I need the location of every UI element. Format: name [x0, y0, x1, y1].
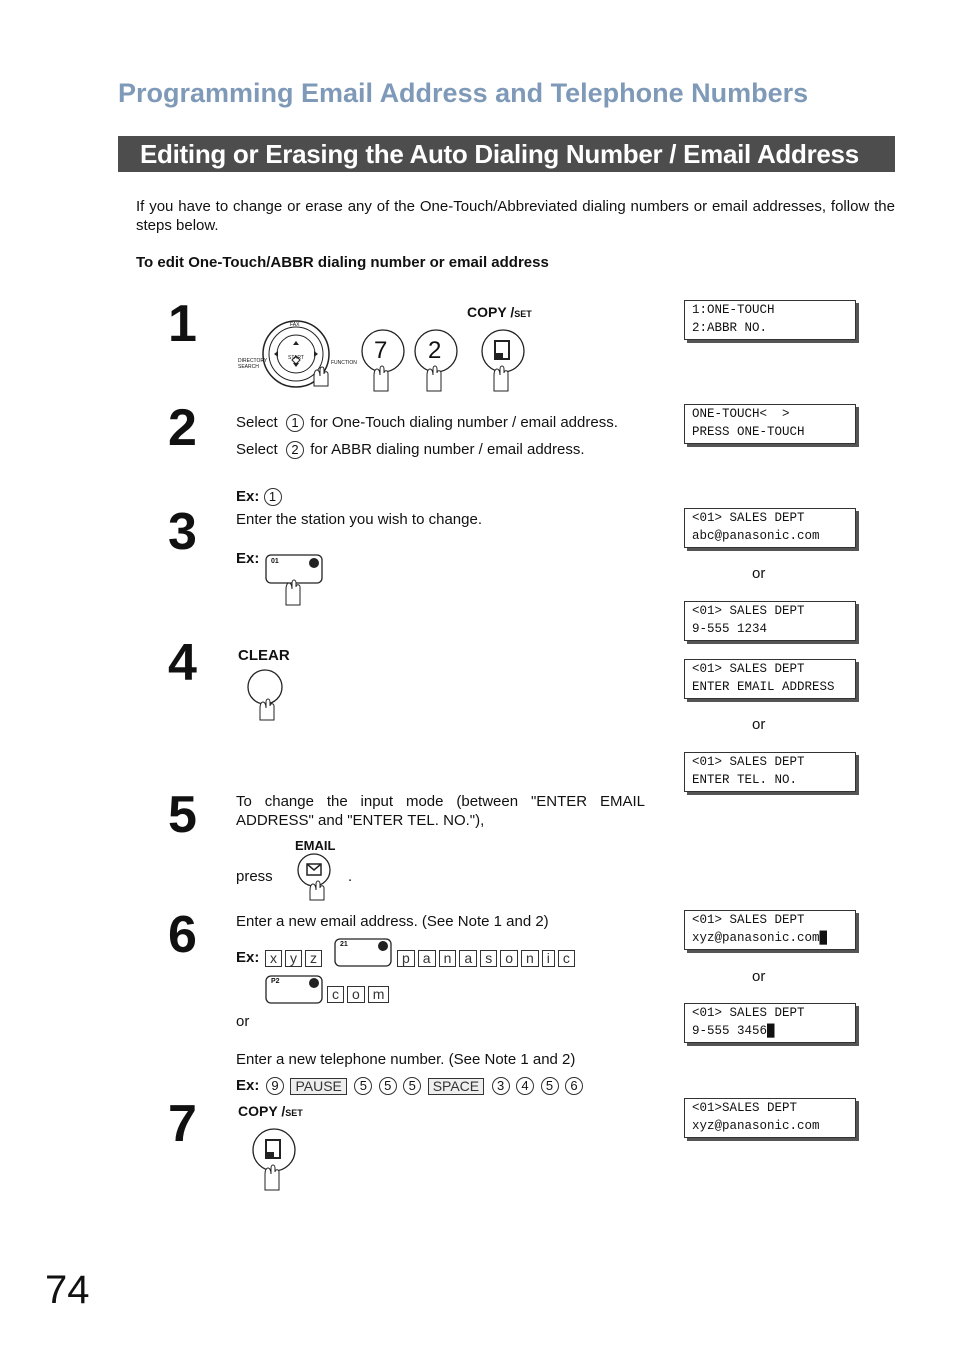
pause-key[interactable]: PAUSE — [290, 1078, 346, 1095]
one-touch-key-21-label: 21 — [340, 941, 348, 948]
email-label: EMAIL — [295, 838, 336, 853]
clear-label: CLEAR — [238, 647, 290, 664]
key-s[interactable]: s — [480, 950, 497, 967]
key-1-example-icon: 1 — [264, 488, 282, 506]
step-number-7: 7 — [168, 1095, 197, 1153]
copy-set-button[interactable] — [479, 327, 529, 397]
step3-ex-label: Ex: — [236, 550, 260, 567]
intro-paragraph: If you have to change or erase any of the One-Touch/Abbreviated dialing numbers or email addresses, follow the steps below. — [136, 198, 895, 234]
lcd-display-4: <01> SALES DEPT 9-555 1234 — [684, 601, 856, 641]
key-a[interactable]: a — [418, 950, 436, 967]
key-5[interactable]: 5 — [379, 1077, 397, 1095]
key-o[interactable]: o — [500, 950, 518, 967]
step-number-6: 6 — [168, 906, 197, 964]
email-keys-panasonic — [397, 950, 578, 968]
step-number-1: 1 — [168, 295, 197, 353]
space-key[interactable]: SPACE — [428, 1078, 484, 1095]
key-5[interactable]: 5 — [541, 1077, 559, 1095]
section-title: Programming Email Address and Telephone Numbers — [118, 78, 809, 108]
step2-example: Ex: 1 — [236, 487, 284, 506]
lcd-display-2: ONE-TOUCH< > PRESS ONE-TOUCH — [684, 404, 856, 444]
step-number-2: 2 — [168, 399, 197, 457]
lcd-display-7: <01> SALES DEPT xyz@panasonic.com█ — [684, 910, 856, 950]
key-3[interactable]: 3 — [492, 1077, 510, 1095]
key-y[interactable]: y — [285, 950, 302, 967]
key-6[interactable]: 6 — [565, 1077, 583, 1095]
step2-line1: Select 1 for One-Touch dialing number / email address. — [236, 414, 618, 431]
key-x[interactable]: x — [265, 950, 282, 967]
key-i[interactable]: i — [542, 950, 555, 967]
key-4[interactable]: 4 — [516, 1077, 534, 1095]
clear-button[interactable] — [246, 668, 296, 728]
key-n[interactable]: n — [521, 950, 539, 967]
key-1-icon: 1 — [286, 414, 304, 432]
banner-title: Editing or Erasing the Auto Dialing Number / Email Address — [140, 139, 859, 169]
email-keys-xyz — [265, 950, 325, 968]
email-button[interactable] — [296, 852, 340, 908]
key-o[interactable]: o — [347, 986, 365, 1003]
or-label-1: or — [752, 565, 766, 582]
step-number-5: 5 — [168, 786, 197, 844]
directory-search-label: DIRECTORY SEARCH — [238, 358, 268, 370]
press-text: press — [236, 868, 273, 885]
lcd-display-6: <01> SALES DEPT ENTER TEL. NO. — [684, 752, 856, 792]
or-label-3: or — [752, 968, 766, 985]
lcd-display-9: <01>SALES DEPT xyz@panasonic.com — [684, 1098, 856, 1138]
one-touch-key-01-label: 01 — [271, 558, 279, 565]
key-5[interactable]: 5 — [354, 1077, 372, 1095]
page-number: 74 — [45, 1268, 90, 1312]
key-7-label: 7 — [374, 337, 388, 364]
lcd-display-3: <01> SALES DEPT abc@panasonic.com — [684, 508, 856, 548]
key-z[interactable]: z — [305, 950, 322, 967]
step5-text: To change the input mode (between "ENTER EMAIL ADDRESS" and "ENTER TEL. NO."), — [236, 793, 645, 829]
subheading: To edit One-Touch/ABBR dialing number or email address — [136, 254, 549, 271]
key-5[interactable]: 5 — [403, 1077, 421, 1095]
key-2-label: 2 — [428, 337, 442, 364]
function-label: FUNCTION — [331, 360, 357, 366]
lcd-display-5: <01> SALES DEPT ENTER EMAIL ADDRESS — [684, 659, 856, 699]
step6-ex-label2: Ex: — [236, 1077, 260, 1094]
period: . — [348, 868, 353, 885]
step6-text2: Enter a new telephone number. (See Note 1 and 2) — [236, 1051, 576, 1068]
lcd-display-1: 1:ONE-TOUCH 2:ABBR NO. — [684, 300, 856, 340]
key-m[interactable]: m — [368, 986, 390, 1003]
step2-line2: Select 2 for ABBR dialing number / email address. — [236, 441, 585, 458]
copy-set-label-step7: COPY /SET — [238, 1103, 303, 1119]
key-c[interactable]: c — [327, 986, 344, 1003]
key-c[interactable]: c — [558, 950, 575, 967]
copy-set-button-step7[interactable] — [250, 1126, 300, 1196]
email-keys-com — [327, 986, 392, 1004]
step6-text: Enter a new email address. (See Note 1 and 2) — [236, 913, 549, 930]
tel-sequence — [266, 1077, 585, 1095]
or-label-2: or — [752, 716, 766, 733]
key-p[interactable]: p — [397, 950, 415, 967]
fax-label: FAX — [290, 322, 300, 328]
step-number-4: 4 — [168, 634, 197, 692]
copy-set-label: COPY /SET — [467, 304, 532, 320]
step6-ex-label: Ex: — [236, 949, 260, 966]
step3-text: Enter the station you wish to change. — [236, 511, 482, 528]
key-a[interactable]: a — [459, 950, 477, 967]
step6-or: or — [236, 1013, 250, 1030]
start-label: START — [288, 355, 304, 361]
step-number-3: 3 — [168, 503, 197, 561]
one-touch-key-p2-label: P2 — [271, 978, 280, 985]
lcd-display-8: <01> SALES DEPT 9-555 3456█ — [684, 1003, 856, 1043]
key-9[interactable]: 9 — [266, 1077, 284, 1095]
key-n[interactable]: n — [439, 950, 457, 967]
key-2-icon: 2 — [286, 441, 304, 459]
